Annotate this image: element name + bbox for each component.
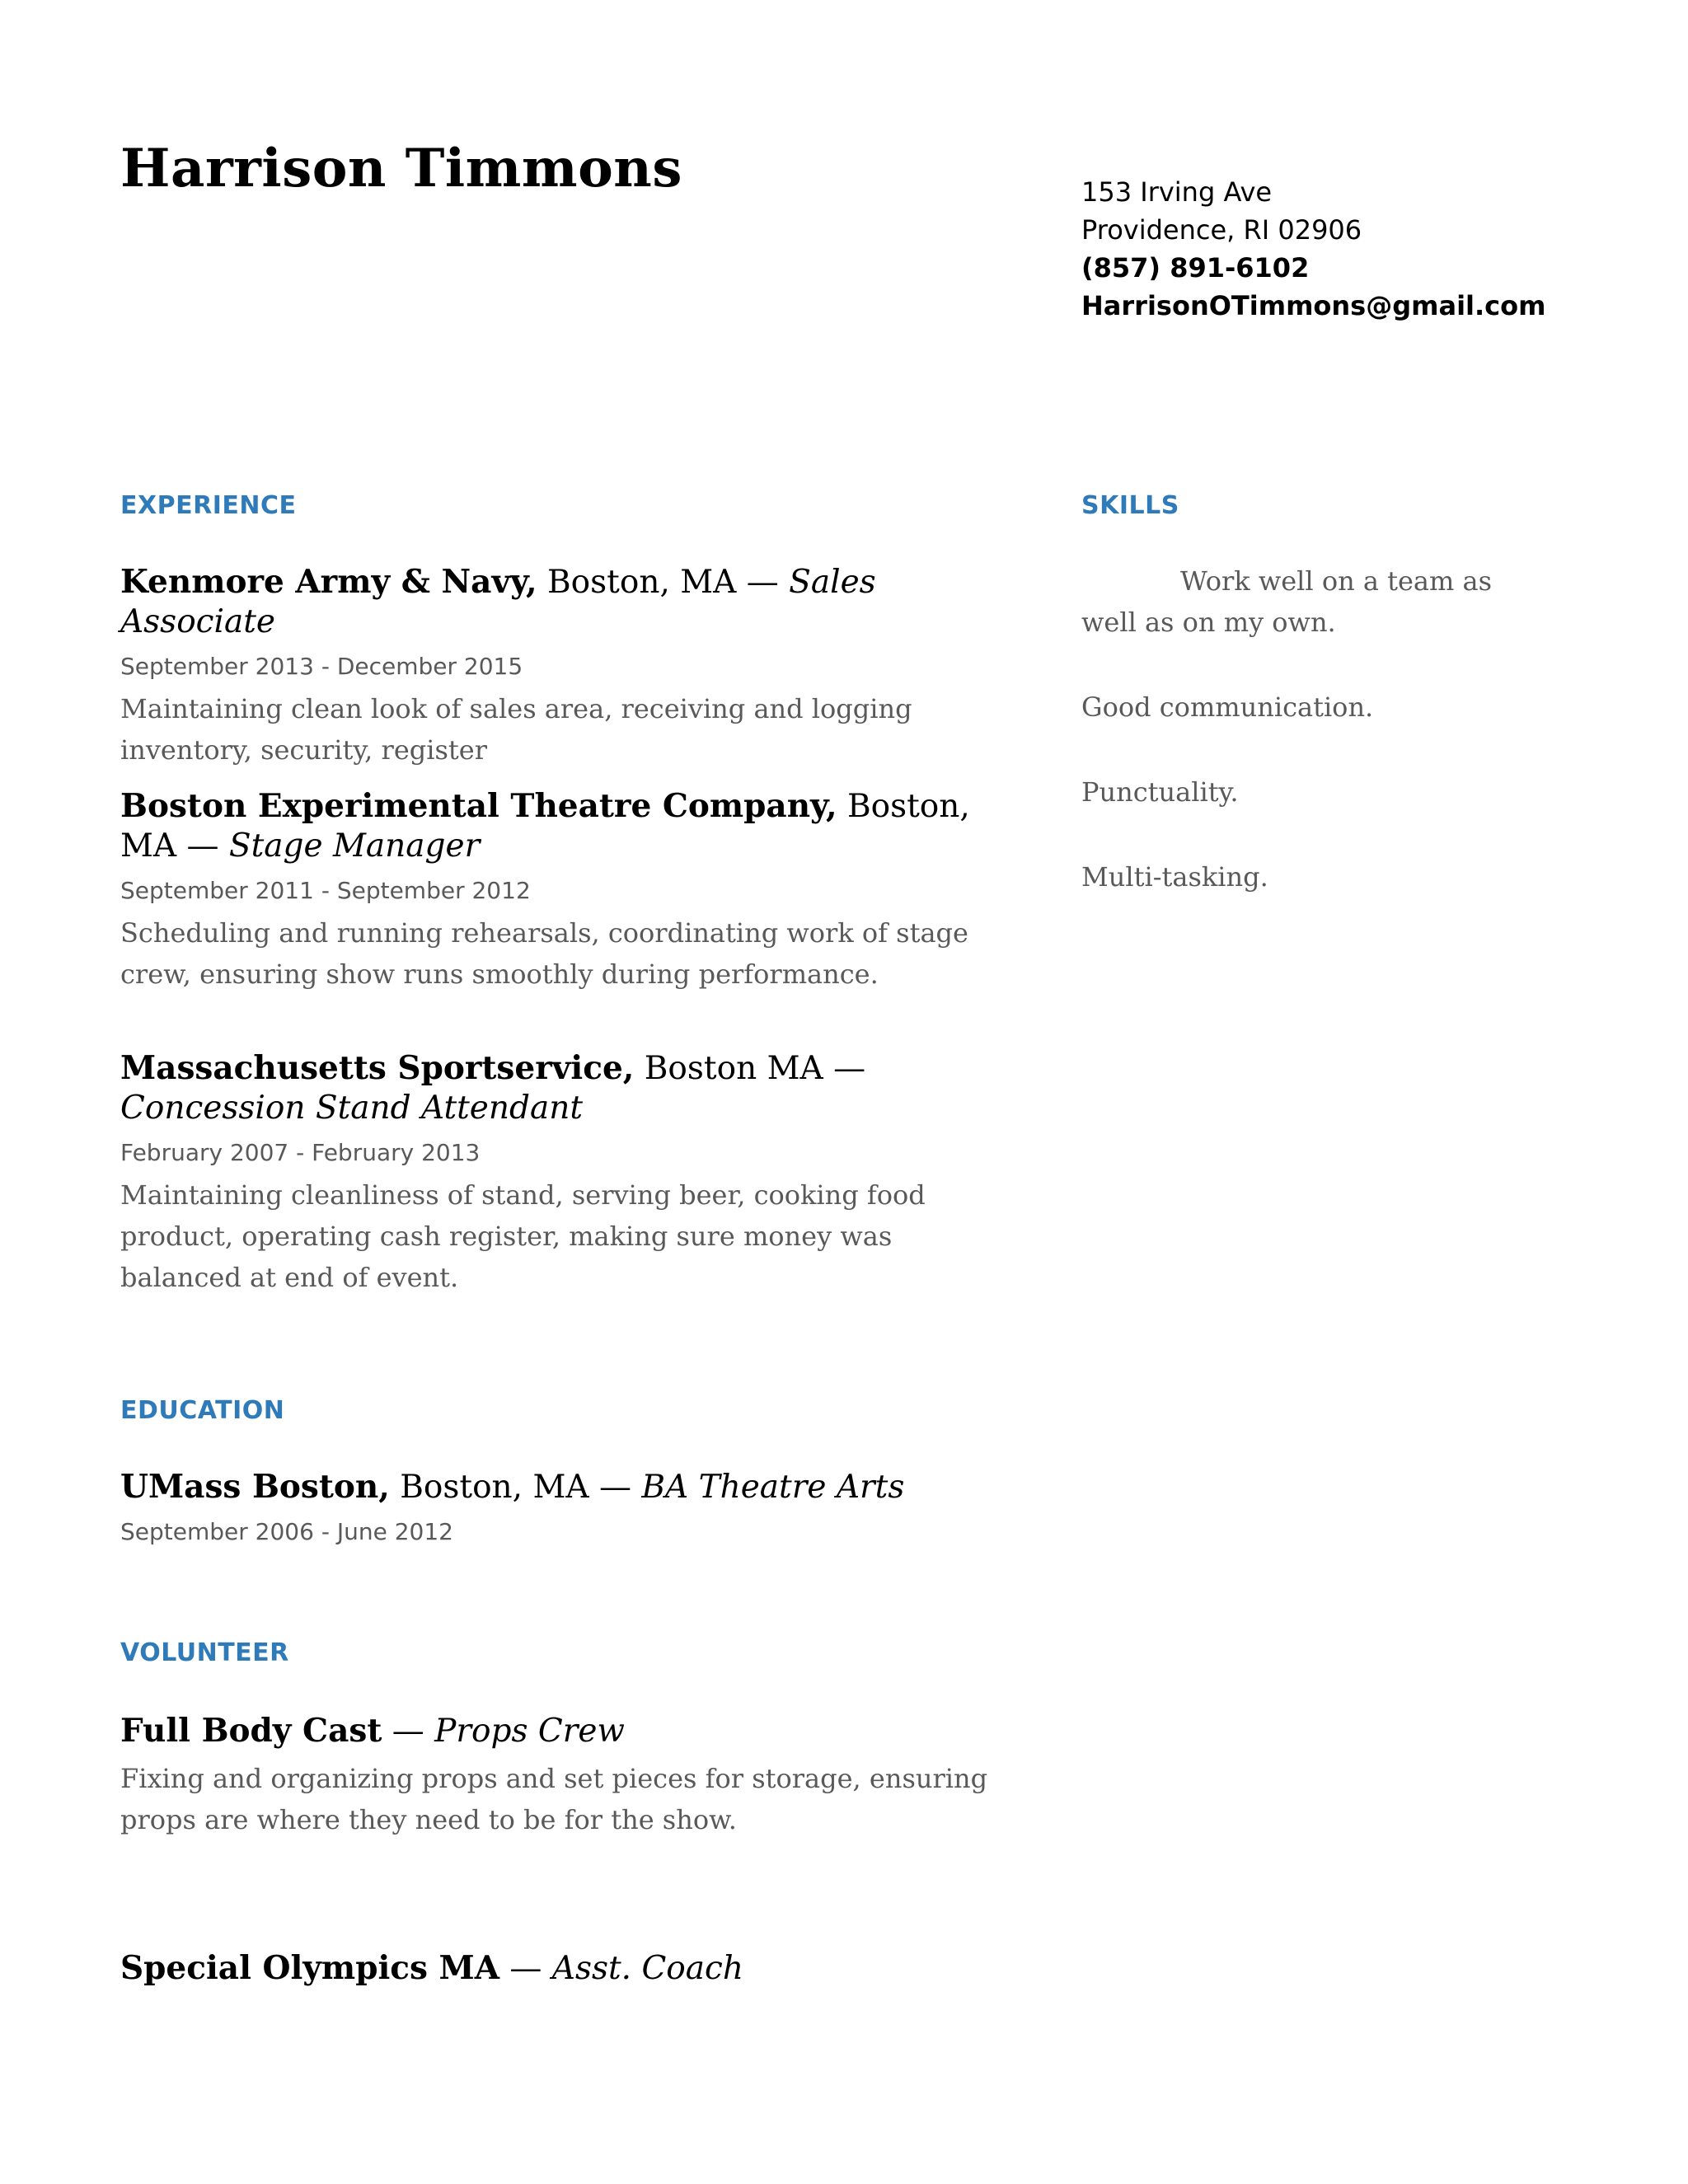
skill-item: Work well on a team as well as on my own. — [1081, 565, 1492, 638]
education-heading: EDUCATION — [120, 1396, 285, 1425]
experience-entry — [120, 562, 1019, 771]
skills-list — [1081, 560, 1510, 941]
skills-heading: SKILLS — [1081, 491, 1179, 520]
entry-location: Boston, MA — — [120, 788, 970, 865]
entry-description: Fixing and organizing props and set pieces for storage, ensuring props are where they need to be for the show. — [120, 1763, 988, 1835]
skill-item: Punctuality. — [1081, 776, 1239, 808]
address-line-2: Providence, RI 02906 — [1081, 214, 1362, 246]
entry-org: Massachusetts Sportservice, — [120, 1049, 635, 1087]
contact-block — [1081, 173, 1617, 325]
entry-title — [120, 1048, 1019, 1128]
entry-role: BA Theatre Arts — [641, 1469, 905, 1506]
entry-description: Scheduling and running rehearsals, coordinating work of stage crew, ensuring show runs smoothly during performance. — [120, 917, 968, 990]
entry-location: — — [382, 1713, 435, 1750]
entry-location: — — [499, 1950, 552, 1987]
entry-location: Boston, MA — — [389, 1469, 642, 1506]
experience-heading: EXPERIENCE — [120, 491, 297, 520]
entry-location: Boston, MA — — [537, 564, 790, 601]
entry-description: Maintaining cleanliness of stand, serving beer, cooking food product, operating cash register, making sure money was balanced at end of event. — [120, 1179, 926, 1293]
volunteer-entry — [120, 1711, 1019, 1840]
skill-item: Good communication. — [1081, 691, 1374, 723]
entry-title — [120, 786, 1019, 866]
entry-title — [120, 562, 1019, 642]
entry-title — [120, 1467, 1019, 1507]
entry-title — [120, 1711, 1019, 1751]
entry-role: Props Crew — [434, 1713, 625, 1750]
entry-role: Stage Manager — [228, 827, 481, 865]
entry-role: Sales Associate — [120, 564, 876, 640]
candidate-name: Harrison Timmons — [120, 138, 682, 199]
entry-role: Concession Stand Attendant — [120, 1090, 584, 1127]
email-address: HarrisonOTimmons@gmail.com — [1081, 290, 1546, 321]
skill-item: Multi-tasking. — [1081, 861, 1268, 893]
entry-org: UMass Boston, — [120, 1468, 390, 1506]
phone-number: (857) 891-6102 — [1081, 252, 1310, 284]
entry-dates: September 2006 - June 2012 — [120, 1518, 453, 1545]
entry-description: Maintaining clean look of sales area, receiving and logging inventory, security, register — [120, 693, 912, 766]
education-entry — [120, 1467, 1019, 1547]
entry-location: Boston MA — — [634, 1050, 866, 1087]
entry-org: Special Olympics MA — [120, 1949, 499, 1987]
volunteer-heading: VOLUNTEER — [120, 1638, 289, 1667]
entry-dates: February 2007 - February 2013 — [120, 1139, 481, 1166]
entry-org: Kenmore Army & Navy, — [120, 563, 537, 601]
entry-dates: September 2011 - September 2012 — [120, 877, 531, 904]
volunteer-entry — [120, 1948, 1019, 1989]
entry-org: Boston Experimental Theatre Company, — [120, 787, 837, 825]
experience-entry — [120, 786, 1019, 995]
entry-role: Asst. Coach — [551, 1950, 743, 1987]
experience-entry — [120, 1048, 1019, 1298]
address-line-1: 153 Irving Ave — [1081, 176, 1273, 208]
entry-title — [120, 1948, 1019, 1989]
entry-org: Full Body Cast — [120, 1712, 382, 1750]
entry-dates: September 2013 - December 2015 — [120, 653, 523, 680]
